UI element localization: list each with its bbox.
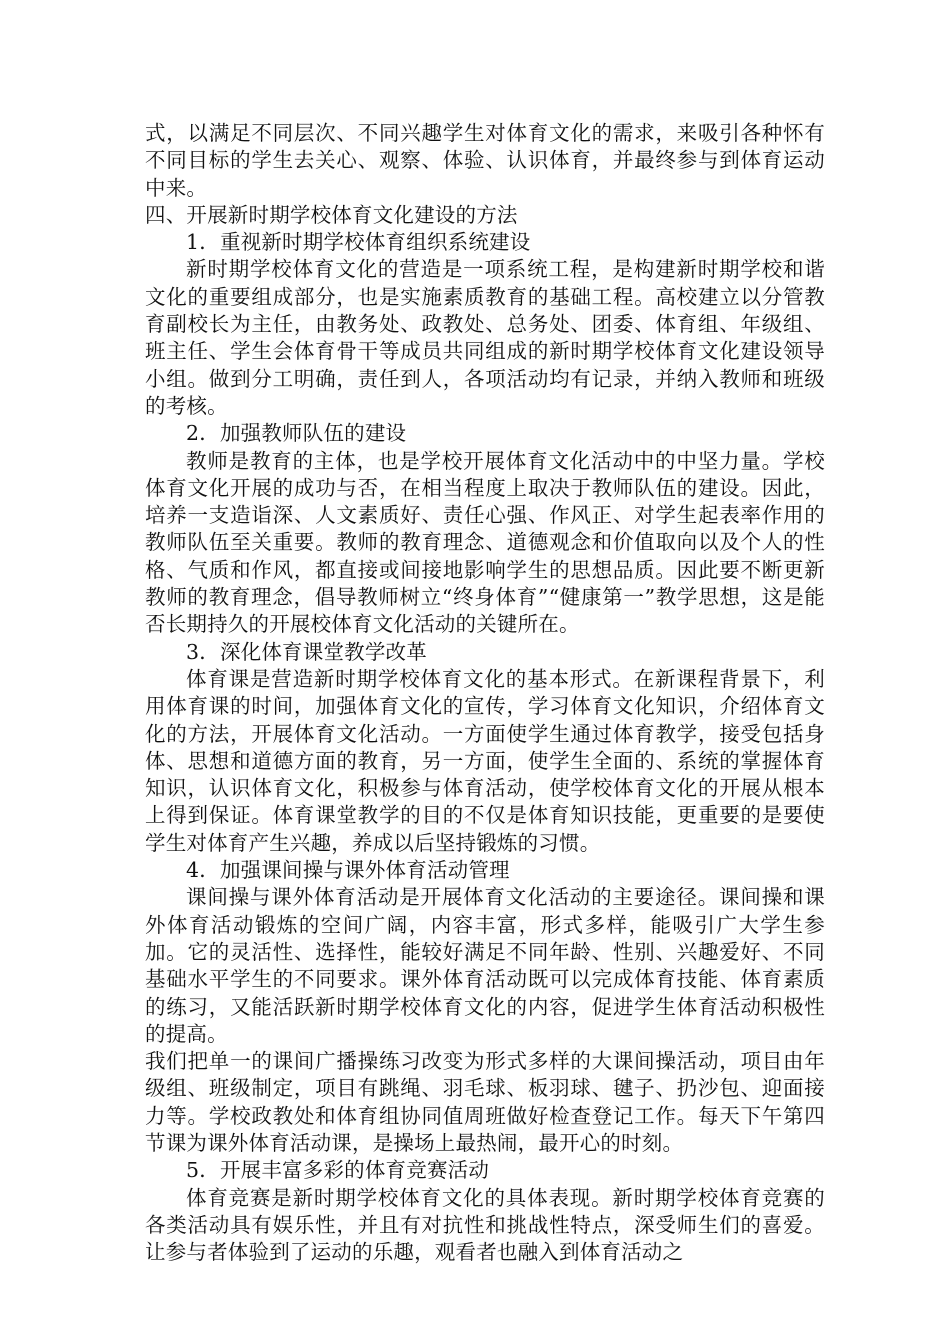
subheading-4: 4．加强课间操与课外体育活动管理	[186, 858, 510, 883]
subheading-2: 2．加强教师队伍的建设	[186, 421, 407, 446]
subheading-1: 1．重视新时期学校体育组织系统建设	[186, 230, 531, 255]
paragraph-continued: 式，以满足不同层次、不同兴趣学生对体育文化的需求，来吸引各种怀有不同目标的学生去关心、观察、体验、认识体育，并最终参与到体育运动中来。	[145, 121, 825, 200]
paragraph-flush: 我们把单一的课间广播操练习改变为形式多样的大课间操活动，项目由年级组、班级制定，项目有跳绳、羽毛球、板羽球、毽子、扔沙包、迎面接力等。学校政教处和体育组协同值周班做好检查登记工作。每天下午第四节课为课外体育活动课，是操场上最热闹，最开心的时刻。	[145, 1049, 825, 1155]
paragraph: 体育课是营造新时期学校体育文化的基本形式。在新课程背景下，利用体育课的时间，加强体育文化的宣传，学习体育文化知识，介绍体育文化的方法，开展体育文化活动。一方面使学生通过体育教学，接受包括身体、思想和道德方面的教育，另一方面，使学生全面的、系统的掌握体育知识，认识体育文化，积极参与体育活动，使学校体育文化的开展从根本上得到保证。体育课堂教学的目的不仅是体育知识技能，更重要的是要使学生对体育产生兴趣，养成以后坚持锻炼的习惯。	[145, 666, 825, 855]
document-page	[145, 120, 825, 1266]
paragraph: 新时期学校体育文化的营造是一项系统工程，是构建新时期学校和谐文化的重要组成部分，也是实施素质教育的基础工程。高校建立以分管教育副校长为主任，由教务处、政教处、总务处、团委、体育组、年级组、班主任、学生会体育骨干等成员共同组成的新时期学校体育文化建设领导小组。做到分工明确，责任到人，各项活动均有记录，并纳入教师和班级的考核。	[145, 257, 825, 418]
subheading-3: 3．深化体育课堂教学改革	[186, 639, 427, 664]
subheading-5: 5．开展丰富多彩的体育竞赛活动	[186, 1158, 490, 1183]
paragraph: 课间操与课外体育活动是开展体育文化活动的主要途径。课间操和课外体育活动锻炼的空间广阔，内容丰富，形式多样，能吸引广大学生参加。它的灵活性、选择性，能较好满足不同年龄、性别、兴趣爱好、不同基础水平学生的不同要求。课外体育活动既可以完成体育技能、体育素质的练习，又能活跃新时期学校体育文化的内容，促进学生体育活动积极性的提高。	[145, 885, 825, 1046]
section-heading: 四、开展新时期学校体育文化建设的方法	[145, 202, 518, 227]
paragraph: 教师是教育的主体，也是学校开展体育文化活动中的中坚力量。学校体育文化开展的成功与否，在相当程度上取决于教师队伍的建设。因此，培养一支造诣深、人文素质好、责任心强、作风正、对学生起表率作用的教师队伍至关重要。教师的教育理念、道德观念和价值取向以及个人的性格、气质和作风，都直接或间接地影响学生的思想品质。因此要不断更新教师的教育理念，倡导教师树立“终身体育”“健康第一”教学思想，这是能否长期持久的开展校体育文化活动的关键所在。	[145, 448, 825, 637]
paragraph: 体育竞赛是新时期学校体育文化的具体表现。新时期学校体育竞赛的各类活动具有娱乐性，并且有对抗性和挑战性特点，深受师生们的喜爱。让参与者体验到了运动的乐趣，观看者也融入到体育活动之	[145, 1185, 825, 1265]
